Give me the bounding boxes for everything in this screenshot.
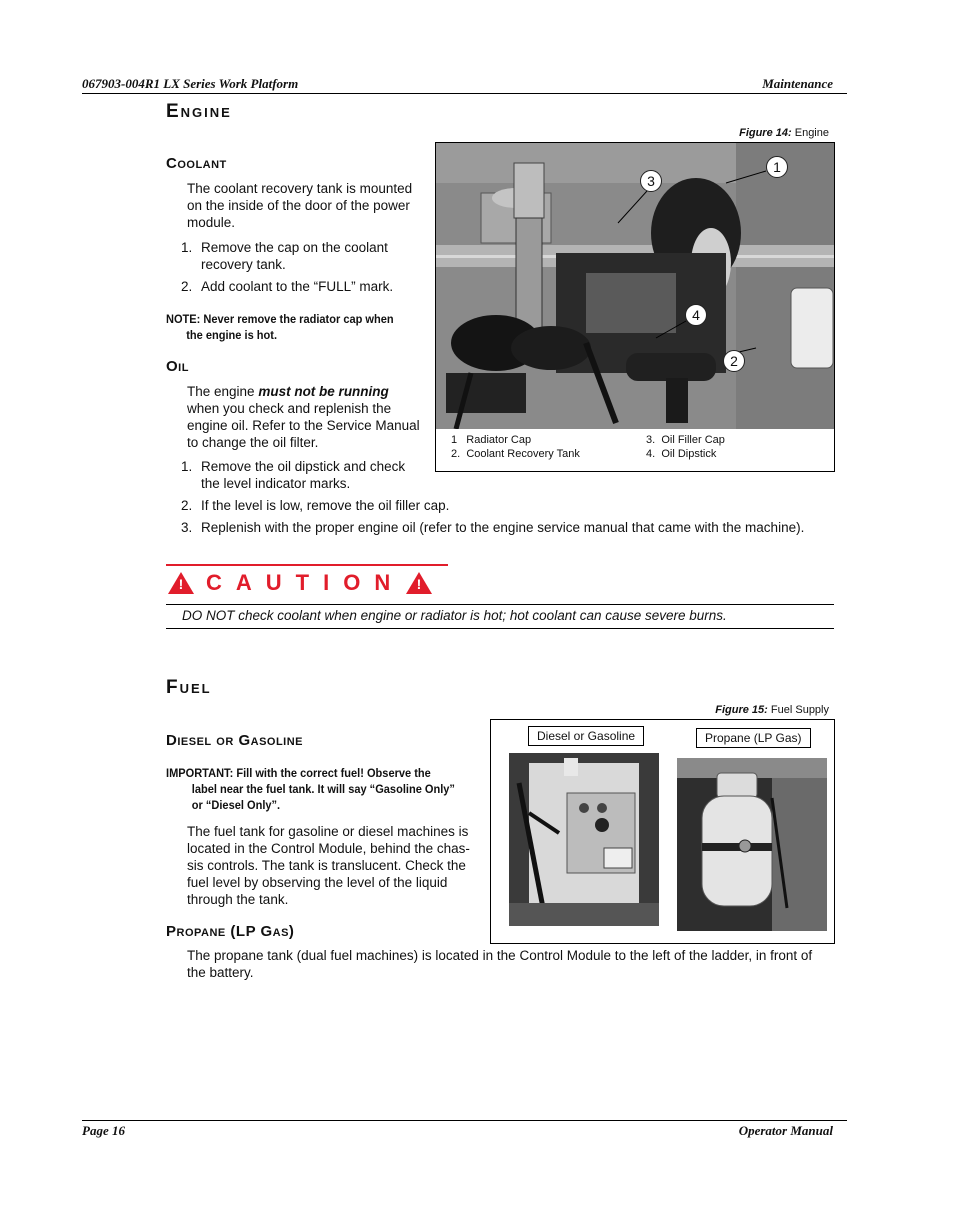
- important-line: IMPORTANT: Fill with the correct fuel! Observe the: [166, 766, 431, 780]
- callout-4: 4: [685, 304, 707, 326]
- step-line: the level indicator marks.: [201, 476, 351, 491]
- step-number: 2.: [181, 498, 193, 513]
- coolant-intro-line: module.: [187, 215, 236, 230]
- step-number: 2.: [181, 279, 193, 294]
- coolant-step: [181, 278, 192, 295]
- callout-1: 1: [766, 156, 788, 178]
- footer-rule: [82, 1120, 847, 1121]
- legend-text: Oil Dipstick: [661, 448, 717, 460]
- propane-label: Propane (LP Gas): [696, 728, 811, 748]
- oil-step: [181, 497, 192, 514]
- step-number: 1.: [181, 240, 193, 255]
- legend-item: [451, 433, 531, 447]
- diesel-heading: Diesel or Gasoline: [166, 732, 304, 749]
- caution-top-rule: [166, 564, 448, 566]
- diesel-tank-photo: [509, 753, 659, 926]
- legend-item: [646, 433, 725, 447]
- important-note: [166, 765, 479, 813]
- coolant-heading: Coolant: [166, 155, 227, 172]
- fuel-heading: Fuel: [166, 677, 212, 698]
- oil-intro-emphasis: must not be running: [258, 384, 389, 399]
- legend-number: 1: [451, 434, 458, 446]
- diesel-body-line: located in the Control Module, behind the chas-: [187, 841, 470, 856]
- engine-photo: [436, 143, 834, 429]
- callout-3: 3: [640, 170, 662, 192]
- coolant-intro-line: The coolant recovery tank is mounted: [187, 181, 413, 196]
- diesel-body-line: through the tank.: [187, 892, 289, 907]
- coolant-step: [181, 239, 192, 256]
- step-number: 1.: [181, 459, 193, 474]
- caution-banner: [166, 564, 448, 604]
- oil-intro-first-line: [187, 383, 437, 400]
- note-label: NOTE:: [166, 312, 201, 326]
- coolant-note: [166, 311, 433, 343]
- coolant-step-text: [201, 239, 388, 273]
- engine-heading: Engine: [166, 101, 232, 122]
- propane-body: [187, 947, 847, 981]
- figure-15-fuel-supply: [490, 719, 835, 944]
- exclamation-icon: !: [416, 576, 422, 592]
- oil-step-text: Replenish with the proper engine oil (refer to the engine service manual that came with the machine).: [201, 520, 805, 535]
- oil-step: [181, 458, 192, 475]
- oil-step-text: [201, 458, 405, 492]
- exclamation-icon: !: [178, 576, 184, 592]
- legend-item: [451, 447, 580, 461]
- oil-step: [181, 519, 192, 536]
- step-line: Remove the oil dipstick and check: [201, 459, 406, 474]
- caution-rule-top: [166, 604, 834, 605]
- figure-15-caption-label: Figure 15:: [715, 704, 768, 716]
- diesel-body-line: The fuel tank for gasoline or diesel machines is: [187, 824, 469, 839]
- legend-item: [646, 447, 716, 461]
- oil-intro-pre: The engine: [187, 384, 259, 399]
- caution-rule-bottom: [166, 628, 834, 629]
- legend-text: Oil Filler Cap: [661, 434, 725, 446]
- diesel-body-line: fuel level by observing the level of the liquid: [187, 875, 448, 890]
- header-right: Maintenance: [762, 76, 833, 91]
- step-line: Remove the cap on the coolant: [201, 240, 388, 255]
- coolant-intro: [187, 180, 432, 231]
- propane-body-line: The propane tank (dual fuel machines) is located in the Control Module to the left of the ladder, in front of: [187, 948, 813, 963]
- propane-tank-photo: [677, 758, 827, 931]
- oil-heading: Oil: [166, 358, 189, 375]
- oil-intro-line: engine oil. Refer to the Service Manual: [187, 418, 420, 433]
- legend-text: Radiator Cap: [466, 434, 532, 446]
- important-line: or “Diesel Only”.: [191, 798, 281, 812]
- step-line: recovery tank.: [201, 257, 286, 272]
- figure-14-engine: [435, 142, 835, 472]
- callout-2: 2: [723, 350, 745, 372]
- oil-intro: [187, 383, 437, 451]
- oil-intro-line: to change the oil filter.: [187, 435, 319, 450]
- figure-14-caption: [739, 127, 829, 139]
- note-line: the engine is hot.: [186, 328, 278, 342]
- figure-14-caption-label: Figure 14:: [739, 127, 792, 139]
- figure-15-caption: [715, 704, 829, 716]
- legend-text: Coolant Recovery Tank: [466, 448, 580, 460]
- legend-number: 2.: [451, 448, 461, 460]
- step-number: 3.: [181, 520, 193, 535]
- oil-step-text: If the level is low, remove the oil filler cap.: [201, 498, 450, 513]
- oil-intro-line: when you check and replenish the: [187, 401, 392, 416]
- note-line: Never remove the radiator cap when: [203, 312, 394, 326]
- figure-15-caption-text: Fuel Supply: [770, 704, 829, 716]
- footer-right: Operator Manual: [738, 1123, 833, 1138]
- propane-heading: Propane (LP Gas): [166, 923, 295, 940]
- caution-text: DO NOT check coolant when engine or radiator is hot; hot coolant can cause severe burns.: [182, 608, 727, 623]
- legend-number: 4.: [646, 448, 656, 460]
- figure-14-caption-text: Engine: [794, 127, 829, 139]
- legend-number: 3.: [646, 434, 656, 446]
- important-line: label near the fuel tank. It will say “Gasoline Only”: [191, 782, 455, 796]
- propane-body-line: the battery.: [187, 965, 254, 980]
- caution-word: CAUTION: [206, 570, 405, 595]
- diesel-body-line: sis controls. The tank is translucent. Check the: [187, 858, 466, 873]
- header-rule: [82, 93, 847, 94]
- coolant-intro-line: on the inside of the door of the power: [187, 198, 410, 213]
- coolant-step-text: Add coolant to the “FULL” mark.: [201, 279, 394, 294]
- diesel-body: [187, 823, 487, 908]
- footer-left: Page 16: [82, 1123, 125, 1138]
- header-left: 067903-004R1 LX Series Work Platform: [82, 76, 299, 91]
- diesel-or-gasoline-label: Diesel or Gasoline: [528, 726, 644, 746]
